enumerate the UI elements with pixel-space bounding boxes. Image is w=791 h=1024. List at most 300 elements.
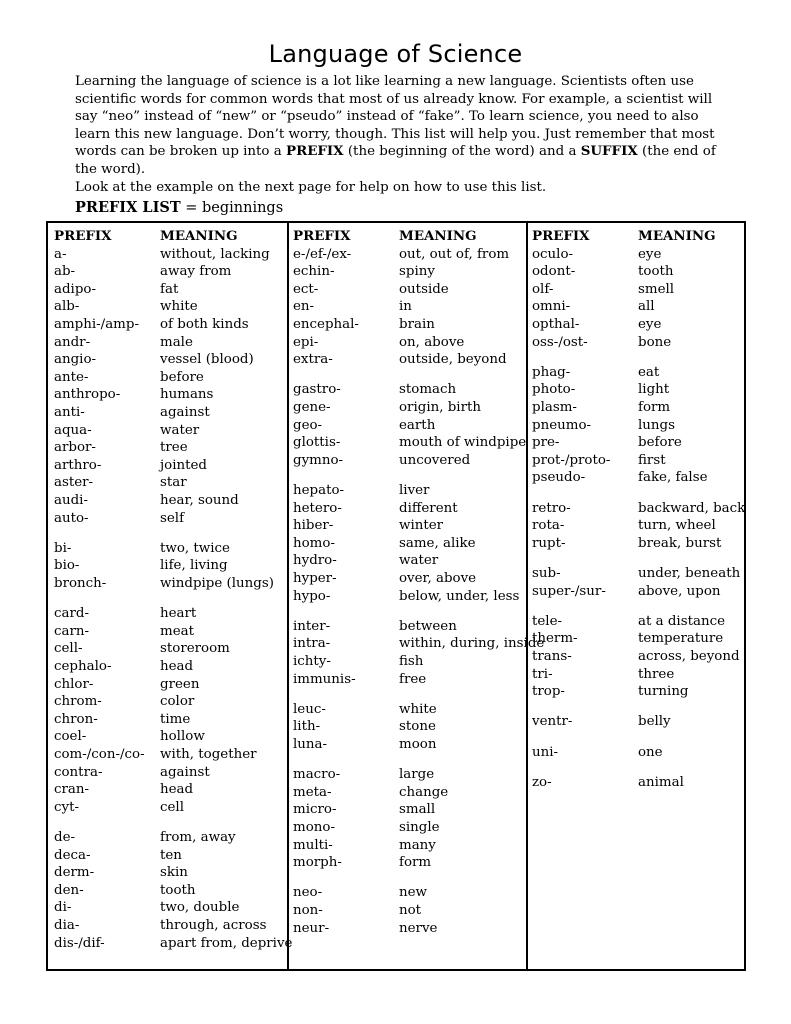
prefix-term: photo- — [532, 382, 576, 398]
prefix-meaning: in — [399, 299, 412, 315]
prefix-meaning: single — [399, 820, 440, 835]
prefix-meaning: jointed — [160, 457, 207, 473]
intro-text-4: Look at the example on the next page for help on how to use this list. — [75, 179, 547, 195]
prefix-meaning: humans — [160, 387, 214, 403]
prefix-meaning: tree — [160, 440, 188, 456]
prefix-row — [293, 517, 444, 535]
prefix-term: hiber- — [293, 518, 334, 534]
prefix-row — [54, 422, 200, 440]
prefix-row — [532, 713, 671, 731]
column-header — [293, 228, 477, 246]
prefix-row — [54, 510, 185, 528]
prefix-row — [293, 718, 436, 736]
prefix-row — [532, 246, 662, 264]
prefix-row — [293, 316, 435, 334]
prefix-term: bronch- — [54, 576, 107, 591]
prefix-meaning: smell — [638, 281, 675, 297]
prefix-meaning: stone — [399, 719, 436, 735]
prefix-row — [293, 570, 477, 588]
prefix-row — [54, 369, 204, 387]
prefix-term: cyt- — [54, 799, 79, 815]
prefix-meaning: outside — [399, 281, 449, 297]
prefix-term: cell- — [54, 641, 83, 657]
header-prefix: PREFIX — [54, 228, 112, 244]
prefix-meaning: fat — [160, 281, 179, 297]
prefix-term: de- — [54, 830, 76, 845]
prefix-term: anti- — [54, 405, 85, 420]
prefix-row — [293, 482, 430, 500]
prefix-row — [532, 744, 663, 762]
prefix-meaning: origin, birth — [399, 400, 481, 415]
header-meaning: MEANING — [399, 228, 477, 244]
prefix-meaning: water — [160, 422, 200, 438]
prefix-row — [532, 298, 655, 316]
prefix-meaning: light — [638, 382, 670, 398]
prefix-row — [54, 676, 200, 694]
prefix-term: bi- — [54, 540, 72, 556]
prefix-meaning: three — [638, 666, 675, 682]
prefix-row — [293, 351, 507, 369]
prefix-meaning: one — [638, 744, 663, 760]
prefix-meaning: without, lacking — [160, 246, 270, 262]
prefix-row — [54, 439, 188, 457]
prefix-term: ichty- — [293, 654, 331, 669]
prefix-term: pre- — [532, 435, 560, 451]
prefix-term: neur- — [293, 920, 330, 936]
prefix-meaning: two, double — [160, 900, 240, 916]
prefix-term: pseudo- — [532, 470, 586, 486]
prefix-term: angio- — [54, 352, 97, 368]
prefix-meaning: before — [638, 435, 682, 451]
prefix-meaning: self — [160, 510, 185, 526]
prefix-meaning: large — [399, 767, 435, 783]
prefix-meaning: temperature — [638, 631, 724, 647]
column-divider — [287, 223, 289, 969]
prefix-row — [54, 492, 239, 510]
prefix-term: andr- — [54, 334, 91, 350]
prefix-term: olf- — [532, 281, 554, 297]
prefix-row — [54, 316, 249, 334]
prefix-term: macro- — [293, 767, 341, 783]
prefix-row — [293, 500, 458, 518]
prefix-term: super-/sur- — [532, 583, 606, 599]
prefix-term: cephalo- — [54, 659, 112, 674]
prefix-row — [54, 899, 240, 917]
prefix-meaning: white — [399, 701, 437, 717]
prefix-meaning: over, above — [399, 571, 477, 586]
prefix-row — [532, 281, 675, 299]
prefix-term: deca- — [54, 847, 91, 863]
prefix-row — [532, 452, 666, 470]
prefix-meaning: of both kinds — [160, 317, 249, 332]
header-meaning: MEANING — [160, 228, 238, 244]
prefix-term: inter- — [293, 618, 331, 634]
prefix-row — [293, 671, 427, 689]
prefix-row — [54, 298, 198, 316]
prefix-meaning: two, twice — [160, 540, 230, 556]
prefix-meaning: against — [160, 405, 210, 420]
prefix-row — [54, 351, 254, 369]
prefix-row — [293, 381, 457, 399]
intro-text-3: (the end of the word). — [75, 144, 716, 177]
prefix-meaning: belly — [638, 714, 671, 730]
prefix-meaning: above, upon — [638, 583, 721, 599]
prefix-meaning: eat — [638, 364, 660, 380]
prefix-meaning: before — [160, 369, 204, 385]
prefix-term: chlor- — [54, 676, 94, 692]
prefix-term: extra- — [293, 352, 333, 368]
prefix-term: non- — [293, 903, 323, 918]
prefix-meaning: nerve — [399, 920, 438, 936]
prefix-meaning: eye — [638, 317, 662, 332]
prefix-term: ante- — [54, 369, 89, 385]
prefix-row — [532, 364, 660, 382]
prefix-term: dis-/dif- — [54, 935, 105, 951]
prefix-meaning: life, living — [160, 558, 228, 574]
prefix-meaning: vessel (blood) — [160, 352, 254, 368]
prefix-row — [293, 701, 437, 719]
prefix-row — [293, 635, 545, 653]
prefix-meaning: against — [160, 764, 210, 780]
prefix-term: micro- — [293, 802, 337, 818]
prefix-row — [54, 557, 228, 575]
prefix-meaning: ten — [160, 847, 182, 863]
prefix-meaning: backward, back — [638, 500, 746, 516]
prefix-term: meta- — [293, 784, 332, 800]
prefix-meaning: windpipe (lungs) — [160, 576, 274, 591]
prefix-term: morph- — [293, 855, 342, 871]
prefix-meaning: below, under, less — [399, 588, 520, 604]
prefix-term: trans- — [532, 649, 572, 664]
prefix-term: hetero- — [293, 500, 342, 516]
prefix-row — [293, 819, 440, 837]
prefix-meaning: brain — [399, 317, 435, 332]
prefix-row — [532, 535, 722, 553]
prefix-row — [54, 799, 184, 817]
prefix-term: carn- — [54, 623, 90, 639]
prefix-meaning: meat — [160, 623, 194, 639]
prefix-term: opthal- — [532, 317, 580, 332]
prefix-term: dia- — [54, 918, 80, 933]
prefix-term: rupt- — [532, 535, 566, 551]
prefix-meaning: new — [399, 885, 428, 901]
prefix-meaning: earth — [399, 417, 436, 433]
prefix-row — [293, 920, 438, 938]
prefix-term: oculo- — [532, 246, 574, 262]
prefix-row — [532, 613, 725, 631]
prefix-row — [54, 474, 187, 492]
prefix-row — [54, 935, 293, 953]
prefix-row — [293, 552, 439, 570]
prefix-meaning: fish — [399, 654, 424, 669]
prefix-row — [532, 469, 708, 487]
prefix-row — [532, 434, 682, 452]
prefix-term: ventr- — [532, 714, 573, 730]
header-prefix: PREFIX — [532, 228, 590, 244]
prefix-row — [293, 417, 436, 435]
prefix-meaning: tooth — [160, 882, 196, 898]
header-meaning: MEANING — [638, 228, 716, 244]
prefix-term: audi- — [54, 493, 88, 508]
prefix-row — [54, 281, 179, 299]
prefix-term: lith- — [293, 719, 321, 735]
prefix-meaning: winter — [399, 518, 444, 534]
prefix-term: geo- — [293, 417, 323, 433]
prefix-row — [532, 774, 684, 792]
prefix-term: leuc- — [293, 701, 326, 717]
header-prefix: PREFIX — [293, 228, 351, 244]
column-header — [54, 228, 238, 246]
prefix-row — [293, 618, 457, 636]
prefix-meaning: same, alike — [399, 535, 476, 551]
prefix-meaning: green — [160, 676, 200, 692]
prefix-term: phag- — [532, 364, 571, 380]
prefix-term: zo- — [532, 774, 552, 790]
prefix-row — [293, 334, 465, 352]
intro-paragraph — [75, 73, 735, 196]
prefix-meaning: uncovered — [399, 452, 471, 468]
prefix-row — [532, 399, 671, 417]
prefix-row — [293, 653, 424, 671]
prefix-term: bio- — [54, 558, 80, 574]
prefix-meaning: break, burst — [638, 535, 722, 551]
prefix-row — [293, 588, 520, 606]
prefix-meaning: hear, sound — [160, 493, 239, 508]
prefix-row — [54, 575, 274, 593]
prefix-row — [293, 766, 435, 784]
prefix-term: adipo- — [54, 281, 96, 297]
prefix-meaning: liver — [399, 483, 430, 498]
prefix-term: pneumo- — [532, 417, 592, 433]
prefix-table — [46, 221, 746, 971]
prefix-term: gymno- — [293, 452, 344, 468]
prefix-row — [54, 781, 194, 799]
prefix-meaning: form — [399, 855, 432, 871]
prefix-meaning: apart from, deprive — [160, 935, 293, 951]
prefix-meaning: within, during, inside — [399, 636, 545, 652]
prefix-list-heading — [75, 199, 283, 216]
prefix-row — [532, 500, 746, 518]
prefix-row — [293, 736, 437, 754]
prefix-meaning: bone — [638, 334, 672, 350]
prefix-meaning: spiny — [399, 264, 435, 280]
prefix-term: coel- — [54, 729, 87, 745]
prefix-term: cran- — [54, 782, 90, 798]
prefix-list-heading-rest: = beginnings — [180, 200, 284, 216]
prefix-row — [54, 263, 232, 281]
prefix-term: hypo- — [293, 588, 331, 604]
prefix-row — [293, 837, 436, 855]
prefix-row — [293, 902, 422, 920]
prefix-term: chrom- — [54, 694, 102, 710]
prefix-term: mono- — [293, 820, 335, 835]
prefix-term: sub- — [532, 566, 561, 581]
prefix-row — [293, 298, 412, 316]
prefix-term: e-/ef-/ex- — [293, 246, 352, 262]
prefix-meaning: mouth of windpipe — [399, 435, 527, 451]
prefix-term: arbor- — [54, 440, 96, 456]
suffix-term: SUFFIX — [580, 143, 638, 160]
prefix-row — [532, 583, 721, 601]
prefix-term: multi- — [293, 837, 333, 853]
prefix-meaning: skin — [160, 865, 188, 881]
prefix-row — [54, 728, 205, 746]
prefix-term: glottis- — [293, 435, 341, 451]
prefix-row — [54, 847, 182, 865]
prefix-term: uni- — [532, 744, 559, 760]
prefix-row — [293, 263, 435, 281]
prefix-term: alb- — [54, 299, 80, 315]
prefix-term: arthro- — [54, 457, 102, 473]
prefix-term: a- — [54, 246, 67, 262]
prefix-term: hyper- — [293, 571, 337, 586]
prefix-meaning: at a distance — [638, 613, 725, 629]
prefix-meaning: moon — [399, 737, 437, 752]
prefix-row — [293, 434, 527, 452]
prefix-meaning: many — [399, 837, 436, 853]
prefix-row — [54, 334, 193, 352]
prefix-meaning: outside, beyond — [399, 352, 507, 368]
prefix-term: en- — [293, 299, 315, 315]
prefix-term: echin- — [293, 264, 335, 280]
prefix-term: neo- — [293, 885, 323, 901]
prefix-row — [54, 882, 196, 900]
prefix-row — [54, 693, 195, 711]
prefix-term: plasm- — [532, 400, 577, 415]
prefix-row — [54, 246, 270, 264]
prefix-term: contra- — [54, 764, 103, 780]
column-divider — [526, 223, 528, 969]
prefix-row — [54, 711, 191, 729]
prefix-meaning: change — [399, 784, 449, 800]
prefix-meaning: through, across — [160, 918, 267, 933]
prefix-meaning: storeroom — [160, 641, 230, 657]
prefix-row — [54, 404, 210, 422]
prefix-row — [532, 316, 662, 334]
prefix-row — [293, 884, 428, 902]
prefix-meaning: small — [399, 802, 436, 818]
prefix-meaning: water — [399, 553, 439, 569]
intro-text-2: (the beginning of the word) and a — [343, 144, 581, 160]
prefix-row — [293, 784, 449, 802]
prefix-term: immunis- — [293, 671, 356, 687]
prefix-term: den- — [54, 882, 84, 898]
prefix-term: ect- — [293, 281, 319, 297]
prefix-row — [54, 540, 230, 558]
prefix-row — [532, 381, 670, 399]
prefix-row — [293, 535, 476, 553]
prefix-term: omni- — [532, 299, 571, 315]
prefix-term: trop- — [532, 684, 565, 700]
prefix-row — [54, 386, 214, 404]
prefix-meaning: color — [160, 694, 195, 710]
prefix-meaning: eye — [638, 246, 662, 262]
prefix-row — [54, 605, 197, 623]
prefix-term: oss-/ost- — [532, 334, 588, 350]
prefix-meaning: not — [399, 903, 422, 918]
prefix-term: epi- — [293, 334, 319, 350]
prefix-meaning: cell — [160, 799, 184, 815]
prefix-row — [293, 854, 432, 872]
prefix-row — [532, 683, 689, 701]
prefix-meaning: on, above — [399, 334, 465, 350]
prefix-meaning: head — [160, 782, 194, 798]
prefix-row — [54, 746, 257, 764]
prefix-row — [54, 640, 230, 658]
prefix-meaning: different — [399, 500, 458, 516]
page-title: Language of Science — [268, 40, 523, 68]
prefix-term: luna- — [293, 737, 328, 752]
prefix-meaning: fake, false — [638, 470, 708, 486]
prefix-meaning: tooth — [638, 264, 674, 280]
prefix-row — [54, 623, 194, 641]
prefix-meaning: head — [160, 659, 194, 674]
prefix-meaning: male — [160, 334, 193, 350]
prefix-meaning: white — [160, 299, 198, 315]
prefix-row — [54, 658, 194, 676]
prefix-meaning: animal — [638, 774, 684, 790]
prefix-term: retro- — [532, 500, 571, 516]
prefix-term: auto- — [54, 510, 89, 526]
prefix-row — [293, 399, 481, 417]
prefix-term: hydro- — [293, 553, 337, 569]
prefix-term: tele- — [532, 613, 563, 629]
prefix-row — [54, 864, 188, 882]
prefix-term: com-/con-/co- — [54, 747, 145, 762]
prefix-meaning: form — [638, 400, 671, 415]
prefix-meaning: first — [638, 452, 666, 468]
prefix-term: encephal- — [293, 317, 359, 332]
prefix-term: PREFIX — [286, 143, 344, 160]
prefix-meaning: turn, wheel — [638, 518, 716, 534]
prefix-row — [532, 263, 674, 281]
prefix-row — [532, 517, 716, 535]
prefix-term: anthropo- — [54, 387, 121, 403]
prefix-row — [532, 565, 741, 583]
prefix-meaning: heart — [160, 606, 197, 622]
prefix-term: chron- — [54, 711, 98, 727]
prefix-meaning: stomach — [399, 382, 457, 398]
prefix-list-heading-bold: PREFIX LIST — [75, 199, 181, 216]
prefix-term: therm- — [532, 631, 578, 647]
prefix-term: card- — [54, 606, 89, 622]
prefix-term: gastro- — [293, 382, 341, 398]
prefix-meaning: out, out of, from — [399, 246, 510, 262]
prefix-term: di- — [54, 900, 72, 916]
prefix-row — [54, 457, 207, 475]
prefix-meaning: between — [399, 618, 457, 634]
prefix-term: ab- — [54, 264, 76, 280]
prefix-meaning: time — [160, 711, 191, 727]
prefix-term: amphi-/amp- — [54, 317, 139, 332]
prefix-meaning: away from — [160, 264, 232, 280]
prefix-row — [293, 281, 449, 299]
prefix-row — [532, 334, 672, 352]
column-header — [532, 228, 716, 246]
prefix-row — [54, 917, 267, 935]
prefix-term: rota- — [532, 518, 565, 534]
prefix-meaning: across, beyond — [638, 649, 740, 664]
prefix-row — [54, 764, 210, 782]
prefix-term: intra- — [293, 636, 331, 652]
prefix-meaning: from, away — [160, 830, 236, 845]
prefix-term: aqua- — [54, 422, 92, 438]
prefix-term: odont- — [532, 264, 576, 280]
prefix-meaning: with, together — [160, 747, 257, 762]
prefix-meaning: all — [638, 299, 655, 315]
prefix-row — [532, 648, 740, 666]
prefix-row — [293, 801, 436, 819]
